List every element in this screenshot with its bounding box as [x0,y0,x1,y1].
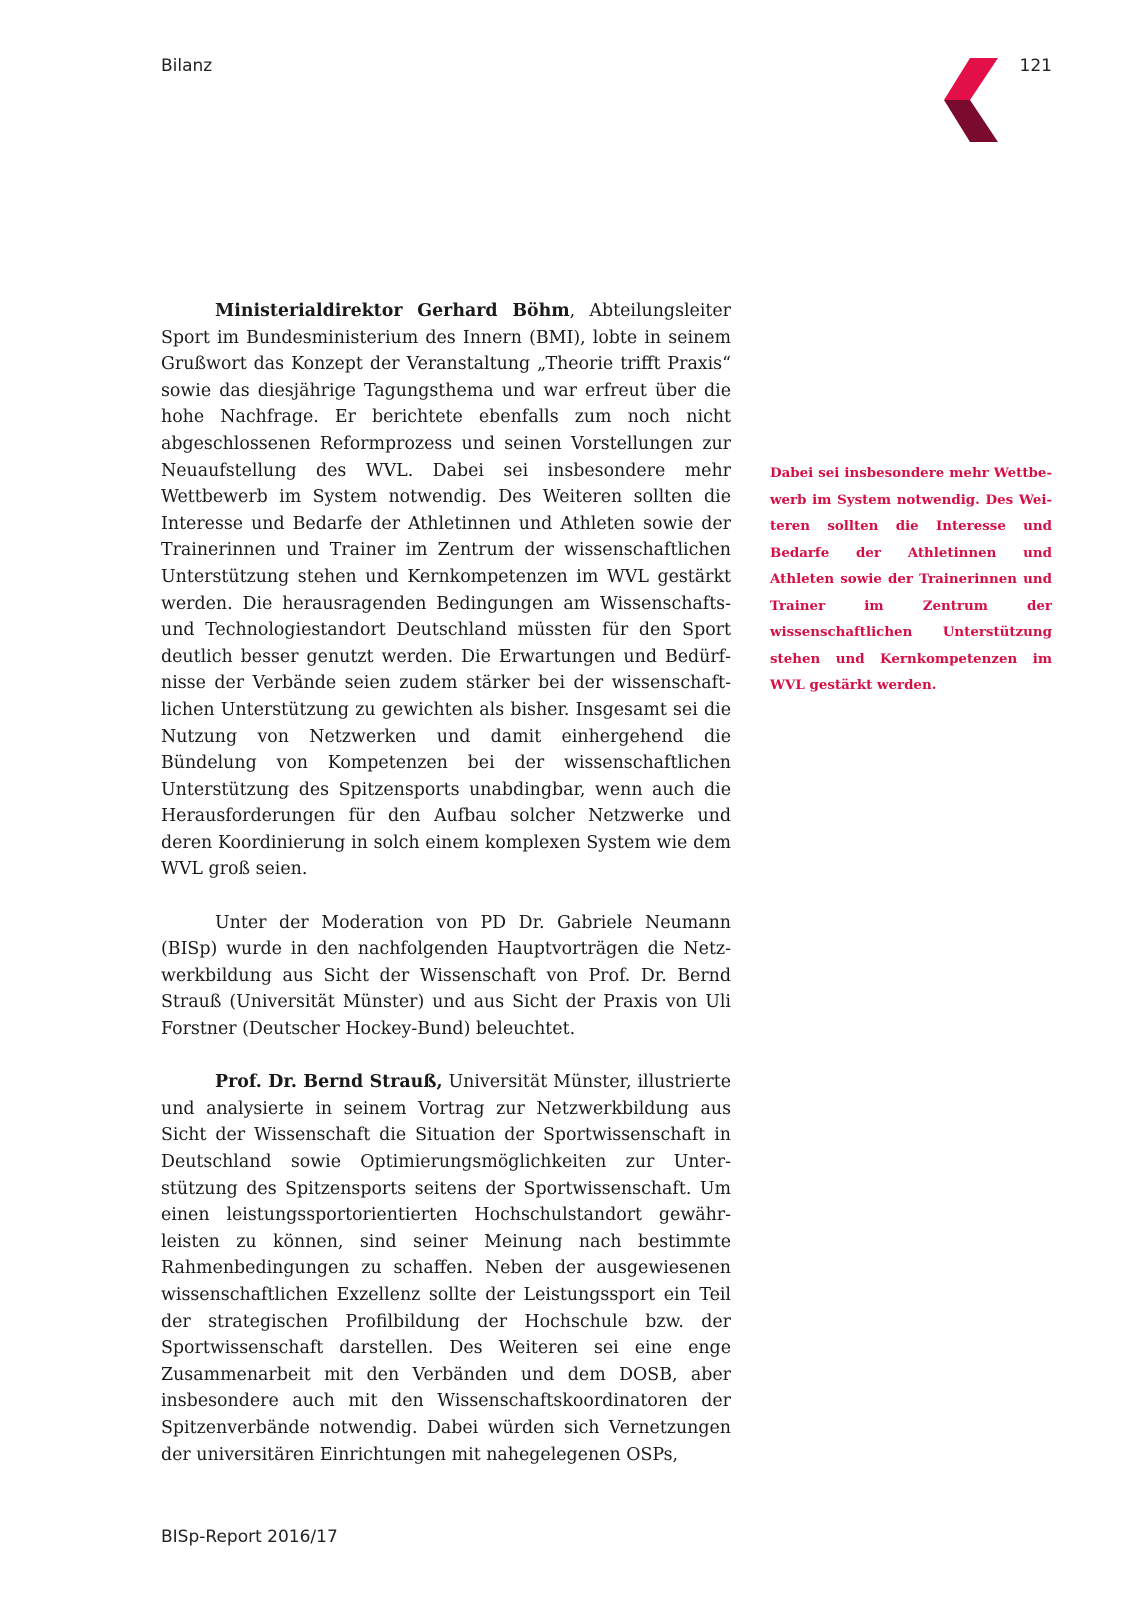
running-head: Bilanz [161,56,213,76]
speaker-name-strauss: Prof. Dr. Bernd Strauß, [215,1072,443,1093]
body-text [161,298,731,1468]
logo-upper-band [944,58,998,100]
margin-pull-quote: Dabei sei insbesondere mehr Wettbewerb im System notwendig. Des Weiteren sollten die Interesse und Bedarfe der Athletinnen und Athleten sowie der Trainerinnen und Trainer im Zentrum der wissenschaftlichen Unterstützung stehen und Kernkompetenzen im WVL gestärkt werden. [770,465,1052,693]
speaker-name-boehm: Ministerialdirektor Gerhard Böhm [215,301,570,321]
paragraph-boehm-text: , Abteilungsleiter Sport im Bundesministerium des Innern (BMI), lobte in seinem Grußwort das Konzept der Veranstaltung „Theorie trifft Praxis“ sowie das diesjährige Tagungsthema und war erfreut über die hohe Nachfrage. Er berichtete ebenfalls zum noch nicht abgeschlossenen Reformprozess und seinen Vorstellungen zur Neuaufstellung des WVL. Dabei sei insbesondere mehr Wettbewerb im System notwendig. Des Weiteren sollten die Interesse und Bedarfe der Athletinnen und Athleten sowie der Trainerinnen und Trainer im Zentrum der wissenschaftlichen Unterstützung stehen und Kernkompetenzen im WVL gestärkt werden. Die herausragenden Bedingungen am Wissenschafts- und Technologiestandort Deutschland müssten für den Sport deutlich besser genutzt werden. Die Erwartungen und Bedürfnisse der Verbände seien zudem stärker bei der wissenschaftlichen Unterstützung zu gewichten als bisher. Insgesamt sei die Nutzung von Netzwerken und damit einhergehend die Bündelung von Kompetenzen bei der wissenschaftlichen Unterstützung des Spitzensports unabdingbar, wenn auch die Herausforderungen für den Aufbau solcher Netzwerke und deren Koordinierung in solch einem komplexen System wie dem WVL groß seien. [161,301,731,880]
paragraph-strauss [161,1069,731,1468]
chevron-logo-icon [944,58,1000,142]
paragraph-moderation-text: Unter der Moderation von PD Dr. Gabriele Neumann (BISp) wurde in den nachfolgenden Hauptvorträgen die Netzwerkbildung aus Sicht der Wissenschaft von Prof. Dr. Bernd Strauß (Universität Münster) und aus Sicht der Praxis von Uli Forstner (Deutscher Hockey-Bund) beleuchtet. [161,912,731,1040]
footer-publication: BISp-Report 2016/17 [161,1527,338,1547]
paragraph-moderation [161,910,731,1043]
page-number: 121 [1019,56,1052,76]
paragraph-boehm [161,298,731,883]
logo-lower-band [944,100,998,142]
paragraph-strauss-text: Universität Münster, illustrierte und analysierte in seinem Vortrag zur Netzwerkbildung aus Sicht der Wissenschaft die Situation der Sportwissenschaft in Deutschland sowie Optimierungsmöglichkeiten zur Unterstützung des Spitzensports seitens der Sportwissenschaft. Um einen leistungssportorientierten Hochschulstandort gewährleisten zu können, sind seiner Meinung nach bestimmte Rahmenbedingungen zu schaffen. Neben der ausgewiesenen wissenschaftlichen Exzellenz sollte der Leistungssport ein Teil der strategischen Profilbildung der Hochschule bzw. der Sportwissenschaft darstellen. Des Weiteren sei eine enge Zusammenarbeit mit den Verbänden und dem DOSB, aber insbesondere auch mit den Wissenschaftskoordinatoren der Spitzenverbände notwendig. Dabei würden sich Vernetzungen der universitären Einrichtungen mit nahegelegenen OSPs, [161,1072,732,1465]
